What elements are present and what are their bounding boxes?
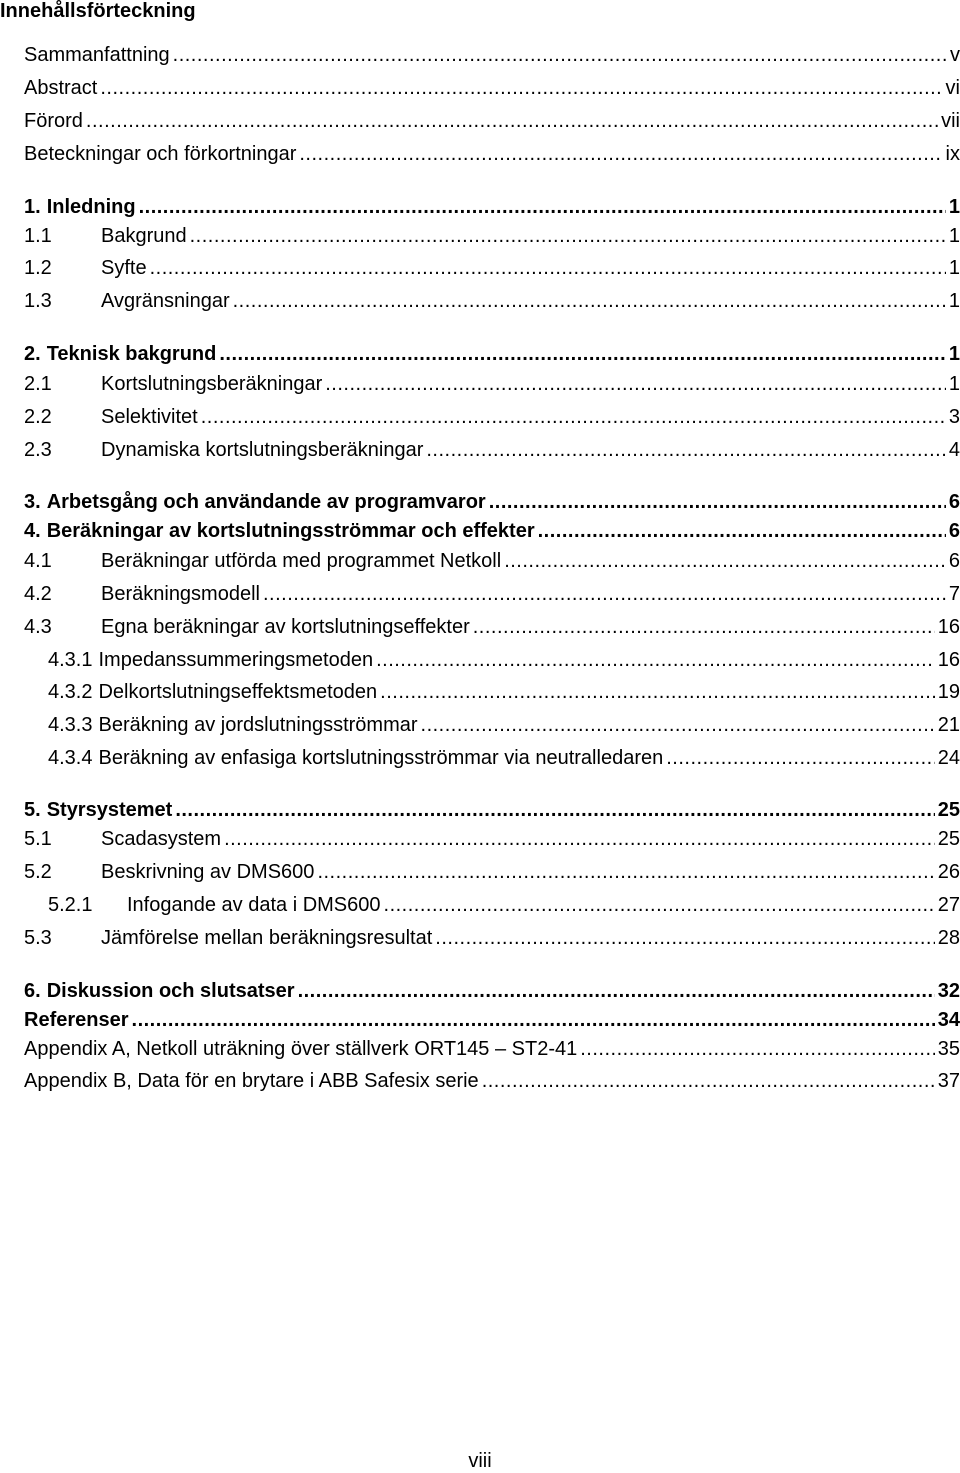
toc-entry-page: 6 (948, 550, 960, 572)
toc-entry[interactable] (24, 341, 960, 367)
toc-entry-number: 4.1 (24, 550, 52, 572)
toc-entry-page: 16 (937, 616, 960, 638)
toc-entry-title: Infogande av data i DMS600 (127, 894, 381, 916)
toc-entry-number: 3. (24, 491, 41, 513)
toc-leader (380, 679, 935, 705)
toc-leader (298, 978, 935, 1004)
toc-leader (132, 1007, 935, 1033)
toc-entry-title: Jämförelse mellan beräkningsresultat (101, 927, 433, 949)
toc-leader (317, 859, 934, 885)
toc-entry[interactable] (24, 141, 960, 167)
toc-entry-page: 1 (948, 343, 960, 365)
toc-entry[interactable] (24, 1068, 960, 1094)
toc-entry-number: 5.3 (24, 927, 52, 949)
toc-entry[interactable] (24, 826, 960, 852)
toc-entry[interactable] (24, 518, 960, 544)
toc-entry-title: Bakgrund (101, 225, 187, 247)
toc-entry-number: 5.2 (24, 861, 52, 883)
toc-entry-page: 28 (937, 927, 960, 949)
toc-entry-title: Beräkningsmodell (101, 583, 260, 605)
toc-entry-number: 5.1 (24, 828, 52, 850)
toc-entry-title: Scadasystem (101, 828, 222, 850)
toc-entry-page: 6 (948, 491, 960, 513)
toc-leader (100, 75, 942, 101)
toc-entry-page: 4 (948, 439, 960, 461)
toc-entry-page: 25 (937, 828, 960, 850)
toc-leader (263, 581, 946, 607)
toc-entry[interactable] (48, 745, 960, 771)
toc-entry-number: 2.2 (24, 406, 52, 428)
toc-entry-page: 19 (937, 681, 960, 703)
toc-entry[interactable] (24, 42, 960, 68)
toc-entry-page: 24 (937, 747, 960, 769)
toc-entry-number: 6. (24, 980, 41, 1002)
toc-leader (150, 255, 946, 281)
toc-entry-page: 7 (948, 583, 960, 605)
toc-entry[interactable] (24, 548, 960, 574)
toc-entry-page: 16 (937, 649, 960, 671)
toc-entry-page: 1 (948, 257, 960, 279)
toc-entry-number: 4.3.2 (48, 681, 93, 703)
toc-leader (139, 194, 946, 220)
toc-entry-number: 1.1 (24, 225, 52, 247)
toc-entry[interactable] (24, 437, 960, 463)
toc-entry-number: 1.3 (24, 290, 52, 312)
toc-entry-page: 32 (937, 980, 960, 1002)
toc-entry-title: Beräkning av enfasiga kortslutningsströmmar via neutralledaren (98, 747, 664, 769)
toc-leader (421, 712, 935, 738)
toc-entry[interactable] (24, 75, 960, 101)
toc-entry-title: Dynamiska kortslutningsberäkningar (101, 439, 424, 461)
toc-leader (233, 288, 946, 314)
toc-entry[interactable] (48, 647, 960, 673)
toc-entry-page: 1 (948, 225, 960, 247)
toc-leader (384, 892, 935, 918)
toc-entry[interactable] (24, 614, 960, 640)
toc-entry-number: 5. (24, 799, 41, 821)
toc-entry-page: vi (945, 77, 960, 99)
toc-entry-number: 4.3.1 (48, 649, 93, 671)
toc-entry[interactable] (24, 978, 960, 1004)
toc-entry-title: Avgränsningar (101, 290, 230, 312)
toc-entry-number: 4.3.4 (48, 747, 93, 769)
toc-entry-page: 34 (937, 1009, 960, 1031)
toc-entry-number: 1.2 (24, 257, 52, 279)
toc-entry-title: Beräkningar av kortslutningsströmmar och effekter (46, 520, 535, 542)
toc-entry-number: 2.3 (24, 439, 52, 461)
toc-entry-number: 4.3 (24, 616, 52, 638)
toc-leader (426, 437, 946, 463)
toc-leader (190, 223, 946, 249)
toc-entry-page: 25 (937, 799, 960, 821)
toc-entry-title: Egna beräkningar av kortslutningseffekter (101, 616, 470, 638)
toc-entry-number: 2. (24, 343, 41, 365)
toc-entry[interactable] (24, 925, 960, 951)
toc-entry-title: Diskussion och slutsatser (46, 980, 295, 1002)
toc-entry-page: 21 (937, 714, 960, 736)
toc-entry-title: Arbetsgång och användande av programvaror (46, 491, 486, 513)
toc-entry-page: 37 (937, 1070, 960, 1092)
toc-entry-title: Abstract (24, 77, 98, 99)
toc-entry-title: Syfte (101, 257, 147, 279)
toc-entry-number: 4.3.3 (48, 714, 93, 736)
toc-entry-title: Selektivitet (101, 406, 198, 428)
toc-entry-page: 1 (948, 196, 960, 218)
toc-entry-title: Förord (24, 110, 83, 132)
toc-entry-title: Inledning (46, 196, 136, 218)
toc-leader (173, 42, 947, 68)
toc-entry[interactable] (24, 1036, 960, 1062)
toc-entry[interactable] (24, 404, 960, 430)
toc-leader (482, 1068, 935, 1094)
toc-leader (325, 371, 946, 397)
toc-entry-title: Kortslutningsberäkningar (101, 373, 323, 395)
toc-entry[interactable] (24, 581, 960, 607)
toc-entry-number: 5.2.1 (48, 894, 93, 916)
toc-leader (299, 141, 942, 167)
toc-heading: Innehållsförteckning (0, 0, 196, 22)
toc-leader (224, 826, 935, 852)
toc-entry-title: Teknisk bakgrund (46, 343, 217, 365)
toc-entry-number: 1. (24, 196, 41, 218)
toc-entry-page: 3 (948, 406, 960, 428)
toc-entry-title: Delkortslutningseffektsmetoden (98, 681, 378, 703)
toc-entry-number: 4.2 (24, 583, 52, 605)
toc-leader (201, 404, 946, 430)
toc-entry-page: 35 (937, 1038, 960, 1060)
toc-entry-title: Referenser (24, 1009, 129, 1031)
toc-entry[interactable] (24, 194, 960, 220)
toc-entry[interactable] (24, 223, 960, 249)
toc-entry-title: Beteckningar och förkortningar (24, 143, 297, 165)
toc-entry-title: Appendix B, Data för en brytare i ABB Safesix serie (24, 1070, 479, 1092)
toc-entry[interactable] (48, 892, 960, 918)
toc-entry-page: 27 (937, 894, 960, 916)
toc-entry-title: Sammanfattning (24, 44, 170, 66)
toc-leader (473, 614, 935, 640)
toc-leader (376, 647, 935, 673)
toc-entry[interactable] (48, 679, 960, 705)
toc-entry-page: v (950, 44, 960, 66)
toc-entry[interactable] (24, 371, 960, 397)
toc-leader (504, 548, 946, 574)
toc-entry-number: 4. (24, 520, 41, 542)
toc-entry-title: Beräkning av jordslutningsströmmar (98, 714, 418, 736)
toc-entry-page: ix (945, 143, 960, 165)
toc-entry-page: 26 (937, 861, 960, 883)
toc-entry-title: Beräkningar utförda med programmet Netkoll (101, 550, 502, 572)
toc-entry-page: 1 (948, 290, 960, 312)
toc-entry-title: Beskrivning av DMS600 (101, 861, 315, 883)
toc-leader (489, 489, 946, 515)
toc-entry-page: 1 (948, 373, 960, 395)
toc-leader (86, 108, 938, 134)
toc-entry-title: Appendix A, Netkoll uträkning över ställverk ORT145 – ST2-41 (24, 1038, 578, 1060)
toc-entry[interactable] (24, 489, 960, 515)
toc-leader (580, 1036, 935, 1062)
toc-entry[interactable] (48, 712, 960, 738)
page-number: viii (468, 1450, 492, 1472)
toc-entry-page: 6 (948, 520, 960, 542)
toc-entry[interactable] (24, 859, 960, 885)
toc-entry-page: vii (941, 110, 960, 132)
toc-leader (175, 797, 934, 823)
toc-leader (666, 745, 935, 771)
toc-entry[interactable] (24, 288, 960, 314)
toc-entry[interactable] (24, 797, 960, 823)
toc-entry[interactable] (24, 255, 960, 281)
toc-leader (538, 518, 946, 544)
toc-leader (435, 925, 934, 951)
toc-entry-number: 2.1 (24, 373, 52, 395)
toc-entry[interactable] (24, 1007, 960, 1033)
toc-entry[interactable] (24, 108, 960, 134)
toc-leader (219, 341, 946, 367)
toc-entry-title: Styrsystemet (46, 799, 173, 821)
toc-entry-title: Impedanssummeringsmetoden (98, 649, 374, 671)
